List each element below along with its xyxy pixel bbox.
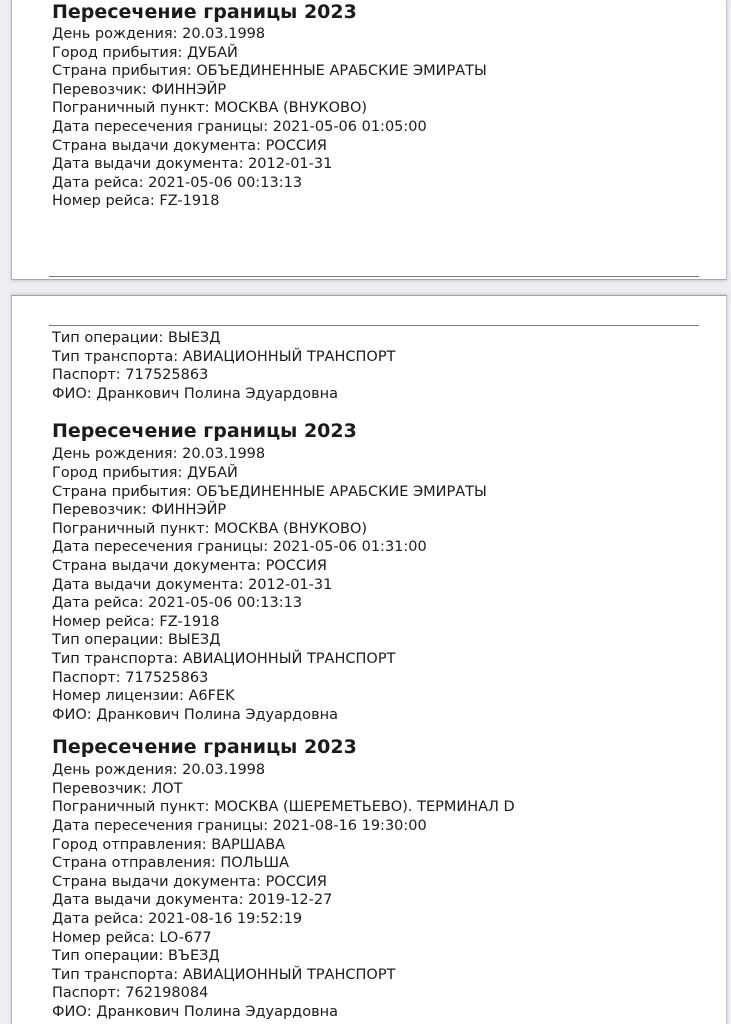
field-label: Номер рейса bbox=[52, 929, 150, 946]
record-fields bbox=[52, 761, 708, 1021]
field-label: Страна прибытия bbox=[52, 483, 187, 500]
field-line bbox=[52, 613, 708, 632]
field-label: Страна выдачи документа bbox=[52, 137, 257, 154]
field-label: Тип операции bbox=[52, 632, 159, 649]
field-label: Пограничный пункт bbox=[52, 100, 205, 117]
field-line bbox=[52, 25, 708, 44]
field-line bbox=[52, 445, 708, 464]
field-value: 2021-05-06 01:31:00 bbox=[272, 539, 427, 556]
field-label: Пограничный пункт bbox=[52, 799, 205, 816]
label-separator: : bbox=[149, 613, 160, 630]
field-label: Пограничный пункт bbox=[52, 520, 205, 537]
field-line bbox=[52, 966, 708, 985]
field-label: Номер рейса bbox=[52, 613, 150, 630]
field-line bbox=[52, 557, 708, 576]
field-value: ДУБАЙ bbox=[187, 464, 238, 481]
field-value: 2021-05-06 00:13:13 bbox=[148, 174, 303, 191]
label-separator: : bbox=[178, 688, 189, 705]
field-label: Паспорт bbox=[52, 669, 116, 686]
field-line bbox=[52, 520, 708, 539]
field-value: FZ-1918 bbox=[159, 613, 220, 630]
label-separator: : bbox=[158, 948, 168, 965]
field-label: Паспорт bbox=[52, 985, 116, 1002]
field-value: LO-677 bbox=[159, 929, 212, 946]
field-label: Город отправления bbox=[52, 836, 202, 853]
field-value: Дранкович Полина Эдуардовна bbox=[96, 1004, 338, 1020]
field-value: FZ-1918 bbox=[159, 193, 220, 210]
field-line bbox=[52, 44, 708, 63]
label-separator: : bbox=[141, 81, 152, 98]
field-line bbox=[52, 631, 708, 650]
field-value: 20.03.1998 bbox=[182, 762, 266, 779]
field-value: ВЪЕЗД bbox=[167, 948, 220, 965]
label-separator: : bbox=[141, 780, 152, 797]
label-separator: : bbox=[256, 557, 266, 574]
field-value: МОСКВА (ШЕРЕМЕТЬЕВО). ТЕРМИНАЛ D bbox=[214, 799, 515, 816]
field-line bbox=[52, 706, 708, 725]
field-value: ДУБАЙ bbox=[187, 44, 238, 61]
field-line bbox=[52, 329, 708, 348]
record-fields bbox=[52, 329, 708, 403]
table-border-line bbox=[49, 325, 699, 326]
field-value: ФИННЭЙР bbox=[151, 502, 227, 519]
field-line bbox=[52, 385, 708, 404]
label-separator: : bbox=[210, 855, 221, 872]
label-separator: : bbox=[86, 1004, 97, 1020]
field-label: Номер лицензии bbox=[52, 688, 179, 705]
field-label: Город прибытия bbox=[52, 44, 178, 61]
label-separator: : bbox=[204, 100, 215, 117]
field-line bbox=[52, 174, 708, 193]
field-value: 20.03.1998 bbox=[182, 26, 266, 42]
label-separator: : bbox=[149, 193, 160, 210]
record-1-continuation bbox=[52, 329, 708, 403]
field-line bbox=[52, 798, 708, 817]
field-label: Дата пересечения границы bbox=[52, 539, 264, 556]
field-line bbox=[52, 669, 708, 688]
field-label: Дата выдачи документа bbox=[52, 156, 239, 173]
field-value: Дранкович Полина Эдуардовна bbox=[96, 385, 338, 402]
field-label: Перевозчик bbox=[52, 81, 142, 98]
label-separator: : bbox=[238, 576, 249, 593]
label-separator: : bbox=[238, 892, 249, 909]
label-separator: : bbox=[177, 464, 188, 481]
field-value: ФИННЭЙР bbox=[151, 81, 227, 98]
field-line bbox=[52, 576, 708, 595]
field-label: День рождения bbox=[52, 26, 173, 42]
field-value: 2021-08-16 19:52:19 bbox=[148, 911, 303, 928]
label-separator: : bbox=[256, 137, 266, 154]
label-separator: : bbox=[115, 669, 126, 686]
table-border-line bbox=[49, 276, 699, 277]
record-title: Пересечение границы 2023 bbox=[52, 420, 357, 443]
field-label: ФИО bbox=[52, 706, 87, 723]
field-value: 2021-05-06 00:13:13 bbox=[148, 595, 303, 612]
document-page-2 bbox=[11, 295, 727, 1024]
field-line bbox=[52, 836, 708, 855]
record-title: Пересечение границы 2023 bbox=[52, 736, 357, 759]
border-crossing-record-2 bbox=[52, 420, 708, 724]
field-line bbox=[52, 348, 708, 367]
field-value: ВЫЕЗД bbox=[167, 330, 221, 346]
field-value: 2012-01-31 bbox=[248, 156, 333, 173]
field-line bbox=[52, 538, 708, 557]
document-page-1 bbox=[11, 0, 727, 280]
field-line bbox=[52, 650, 708, 669]
field-line bbox=[52, 687, 708, 706]
label-separator: : bbox=[173, 348, 183, 365]
field-value: 717525863 bbox=[125, 669, 209, 686]
field-label: День рождения bbox=[52, 446, 173, 463]
field-value: ЛОТ bbox=[151, 780, 183, 797]
field-value: ОБЪЕДИНЕННЫЕ АРАБСКИЕ ЭМИРАТЫ bbox=[196, 483, 487, 500]
field-line bbox=[52, 891, 708, 910]
field-line bbox=[52, 118, 708, 137]
field-value: АВИАЦИОННЫЙ ТРАНСПОРТ bbox=[182, 966, 396, 983]
label-separator: : bbox=[256, 873, 266, 890]
field-value: 762198084 bbox=[125, 985, 209, 1002]
field-label: Тип транспорта bbox=[52, 650, 174, 667]
field-label: Номер рейса bbox=[52, 193, 150, 210]
field-label: Страна отправления bbox=[52, 855, 211, 872]
label-separator: : bbox=[138, 174, 149, 191]
field-label: Перевозчик bbox=[52, 780, 142, 797]
field-label: Тип транспорта bbox=[52, 348, 174, 365]
field-line bbox=[52, 1003, 708, 1022]
field-line bbox=[52, 81, 708, 100]
label-separator: : bbox=[172, 446, 183, 463]
field-value: ПОЛЬША bbox=[220, 855, 289, 872]
label-separator: : bbox=[138, 911, 149, 928]
field-label: Страна выдачи документа bbox=[52, 557, 257, 574]
field-label: Дата рейса bbox=[52, 911, 139, 928]
record-title: Пересечение границы 2023 bbox=[52, 1, 357, 23]
field-value: ВЫЕЗД bbox=[167, 632, 221, 649]
field-line bbox=[52, 594, 708, 613]
field-label: Страна прибытия bbox=[52, 63, 187, 80]
field-label: Дата пересечения границы bbox=[52, 818, 264, 835]
field-value: РОССИЯ bbox=[265, 137, 327, 154]
label-separator: : bbox=[204, 799, 215, 816]
field-label: День рождения bbox=[52, 762, 173, 779]
field-value: 2019-12-27 bbox=[248, 892, 333, 909]
field-value: ОБЪЕДИНЕННЫЕ АРАБСКИЕ ЭМИРАТЫ bbox=[196, 63, 487, 80]
field-label: Дата выдачи документа bbox=[52, 892, 239, 909]
label-separator: : bbox=[173, 650, 183, 667]
field-line bbox=[52, 984, 708, 1003]
field-value: 20.03.1998 bbox=[182, 446, 266, 463]
field-value: МОСКВА (ВНУКОВО) bbox=[214, 520, 368, 537]
label-separator: : bbox=[186, 63, 197, 80]
border-crossing-record-3 bbox=[52, 736, 708, 1021]
record-fields bbox=[52, 445, 708, 724]
field-line bbox=[52, 99, 708, 118]
field-label: Дата выдачи документа bbox=[52, 576, 239, 593]
field-line bbox=[52, 483, 708, 502]
field-label: Дата рейса bbox=[52, 595, 139, 612]
label-separator: : bbox=[263, 118, 273, 135]
field-line bbox=[52, 780, 708, 799]
field-value: A6FEK bbox=[188, 688, 235, 705]
field-label: ФИО bbox=[52, 1004, 87, 1020]
field-value: АВИАЦИОННЫЙ ТРАНСПОРТ bbox=[182, 650, 396, 667]
label-separator: : bbox=[186, 483, 197, 500]
field-line bbox=[52, 761, 708, 780]
field-value: РОССИЯ bbox=[265, 873, 327, 890]
border-crossing-record-1 bbox=[52, 1, 708, 211]
field-line bbox=[52, 62, 708, 81]
label-separator: : bbox=[177, 44, 188, 61]
field-label: Город прибытия bbox=[52, 464, 178, 481]
field-line bbox=[52, 929, 708, 948]
field-label: Дата рейса bbox=[52, 174, 139, 191]
field-line bbox=[52, 137, 708, 156]
field-line bbox=[52, 910, 708, 929]
label-separator: : bbox=[201, 836, 212, 853]
field-value: 2021-08-16 19:30:00 bbox=[272, 818, 427, 835]
label-separator: : bbox=[86, 706, 97, 723]
field-value: 2021-05-06 01:05:00 bbox=[272, 118, 427, 135]
label-separator: : bbox=[86, 385, 97, 402]
field-value: РОССИЯ bbox=[265, 557, 327, 574]
field-label: Тип операции bbox=[52, 948, 159, 965]
field-line bbox=[52, 947, 708, 966]
field-line bbox=[52, 464, 708, 483]
field-label: Дата пересечения границы bbox=[52, 118, 264, 135]
field-value: Дранкович Полина Эдуардовна bbox=[96, 706, 338, 723]
field-line bbox=[52, 873, 708, 892]
field-line bbox=[52, 854, 708, 873]
label-separator: : bbox=[115, 985, 126, 1002]
label-separator: : bbox=[238, 156, 249, 173]
field-label: Тип транспорта bbox=[52, 966, 174, 983]
field-value: ВАРШАВА bbox=[211, 836, 286, 853]
field-value: 2012-01-31 bbox=[248, 576, 333, 593]
label-separator: : bbox=[172, 762, 183, 779]
label-separator: : bbox=[204, 520, 215, 537]
field-line bbox=[52, 817, 708, 836]
field-label: Перевозчик bbox=[52, 502, 142, 519]
record-fields bbox=[52, 25, 708, 211]
label-separator: : bbox=[263, 539, 273, 556]
label-separator: : bbox=[149, 929, 160, 946]
label-separator: : bbox=[158, 330, 168, 346]
field-line bbox=[52, 155, 708, 174]
field-line bbox=[52, 192, 708, 211]
label-separator: : bbox=[115, 367, 126, 384]
label-separator: : bbox=[172, 26, 183, 42]
label-separator: : bbox=[173, 966, 183, 983]
field-value: АВИАЦИОННЫЙ ТРАНСПОРТ bbox=[182, 348, 396, 365]
field-value: 717525863 bbox=[125, 367, 209, 384]
field-line bbox=[52, 501, 708, 520]
field-label: ФИО bbox=[52, 385, 87, 402]
label-separator: : bbox=[138, 595, 149, 612]
label-separator: : bbox=[141, 502, 152, 519]
field-label: Паспорт bbox=[52, 367, 116, 384]
label-separator: : bbox=[263, 818, 273, 835]
field-label: Страна выдачи документа bbox=[52, 873, 257, 890]
field-value: МОСКВА (ВНУКОВО) bbox=[214, 100, 368, 117]
field-line bbox=[52, 366, 708, 385]
label-separator: : bbox=[158, 632, 168, 649]
field-label: Тип операции bbox=[52, 330, 159, 346]
